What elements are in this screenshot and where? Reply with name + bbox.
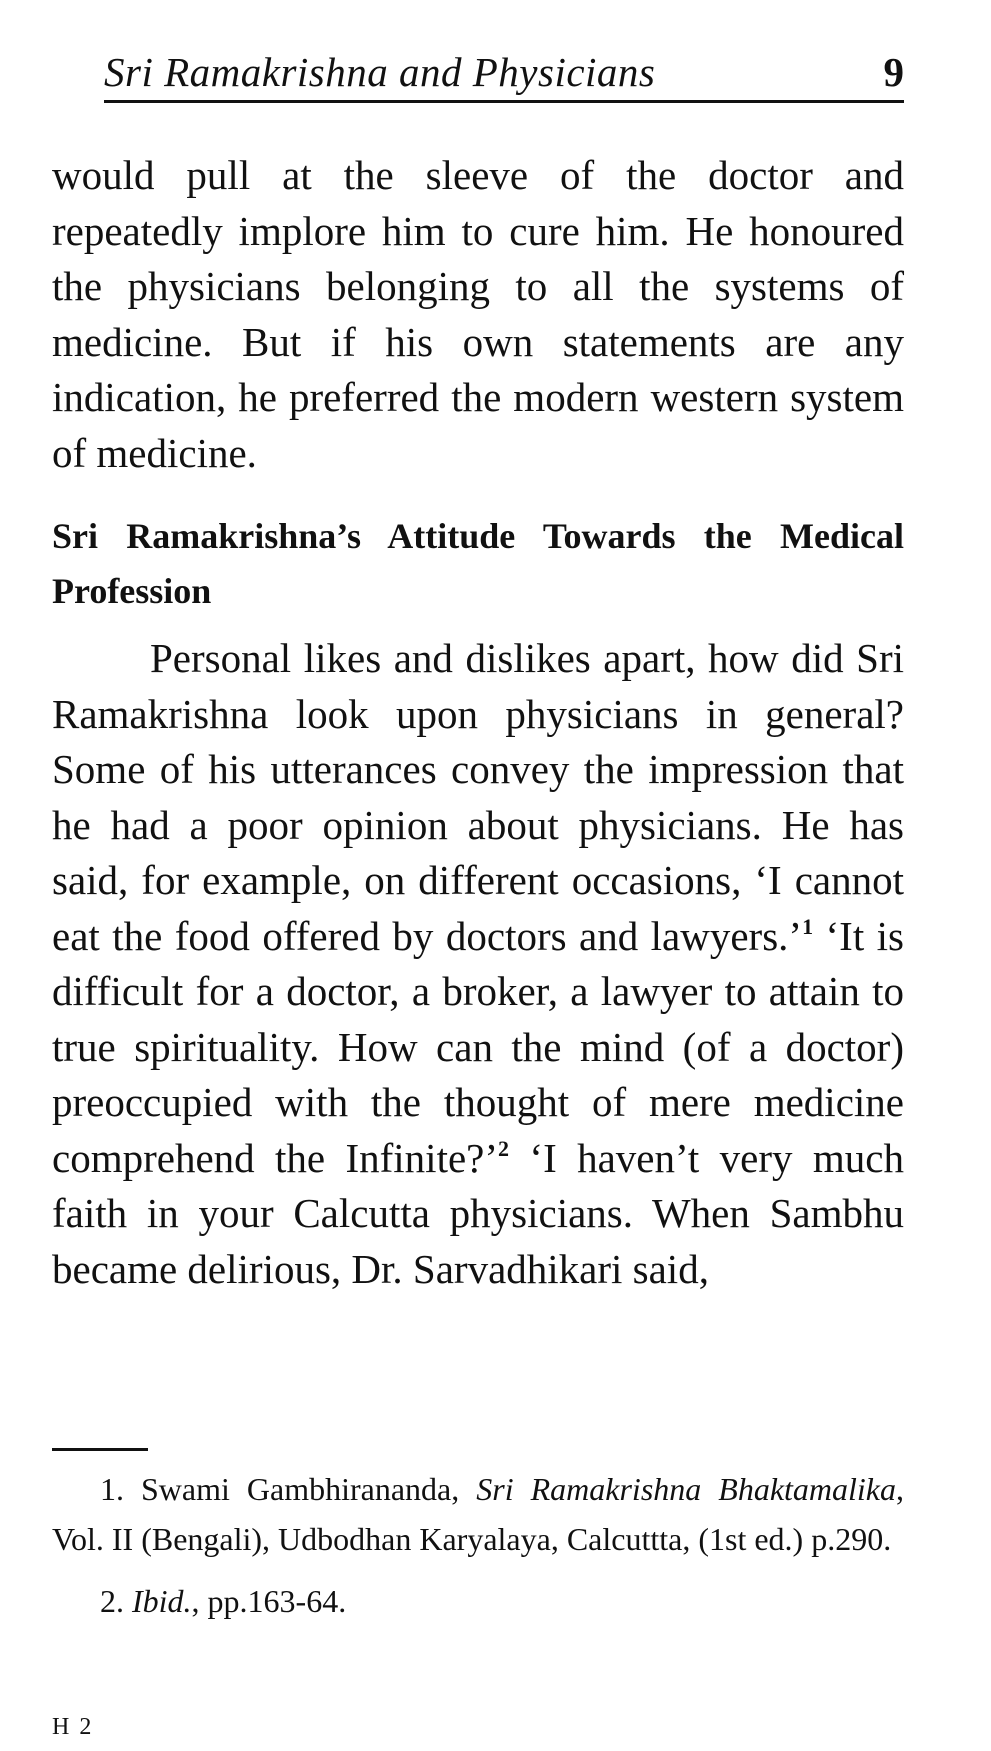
running-title: Sri Ramakrishna and Physicians [104, 49, 656, 95]
footnote-1-prefix: 1. Swami Gambhirananda, [100, 1471, 477, 1507]
running-header [104, 44, 904, 103]
paragraph-main [52, 631, 904, 1297]
paragraph-text-part-1: Personal likes and dislikes apart, how did Sri Ramakrishna look upon physicians in general? Some of his utterances convey the impression that he had a poor opinion about physicians. He has said, for example, on different occasions, ‘I cannot eat the food offered by doctors and lawyers.’ [52, 635, 904, 959]
paragraph-text-part-2: ‘It is difficult for a doctor, a broker, a lawyer to attain to true spirituality. How can the mind (of a doctor) preoccupied with the thought of mere medicine comprehend the Infinite?’ [52, 912, 904, 1181]
body-text [52, 148, 904, 1297]
footnote-2-prefix: 2. [100, 1583, 132, 1619]
paragraph-text-part-3: ‘I haven’t very much faith in your Calcutta physicians. When Sambhu became delirious, Dr. Sarvadhikari said, [52, 1134, 904, 1292]
section-heading: Sri Ramakrishna’s Attitude Towards the Medical Profession [52, 516, 904, 611]
footnote-1 [52, 1464, 904, 1564]
footnotes [52, 1464, 904, 1638]
paragraph-continued: would pull at the sleeve of the doctor and repeatedly implore him to cure him. He honoured the physicians belonging to all the systems of medicine. But if his own statements are any indication, he preferred the modern western system of medicine. [52, 152, 904, 476]
footnote-2 [52, 1576, 904, 1626]
footnote-2-rest: , pp.163-64. [191, 1583, 347, 1619]
footnote-2-title: Ibid. [132, 1583, 192, 1619]
footnote-ref-1: 1 [802, 913, 814, 939]
footnote-rule [52, 1448, 148, 1451]
footnote-1-rest: , Vol. II (Bengali), Udbodhan Karyalaya, Calcuttta, (1st ed.) p.290. [52, 1471, 905, 1557]
signature-mark: H 2 [52, 1714, 94, 1740]
footnote-1-title: Sri Ramakrishna Bhaktamalika [476, 1471, 897, 1507]
page-number: 9 [883, 49, 904, 95]
footnote-ref-2: 2 [498, 1135, 510, 1161]
